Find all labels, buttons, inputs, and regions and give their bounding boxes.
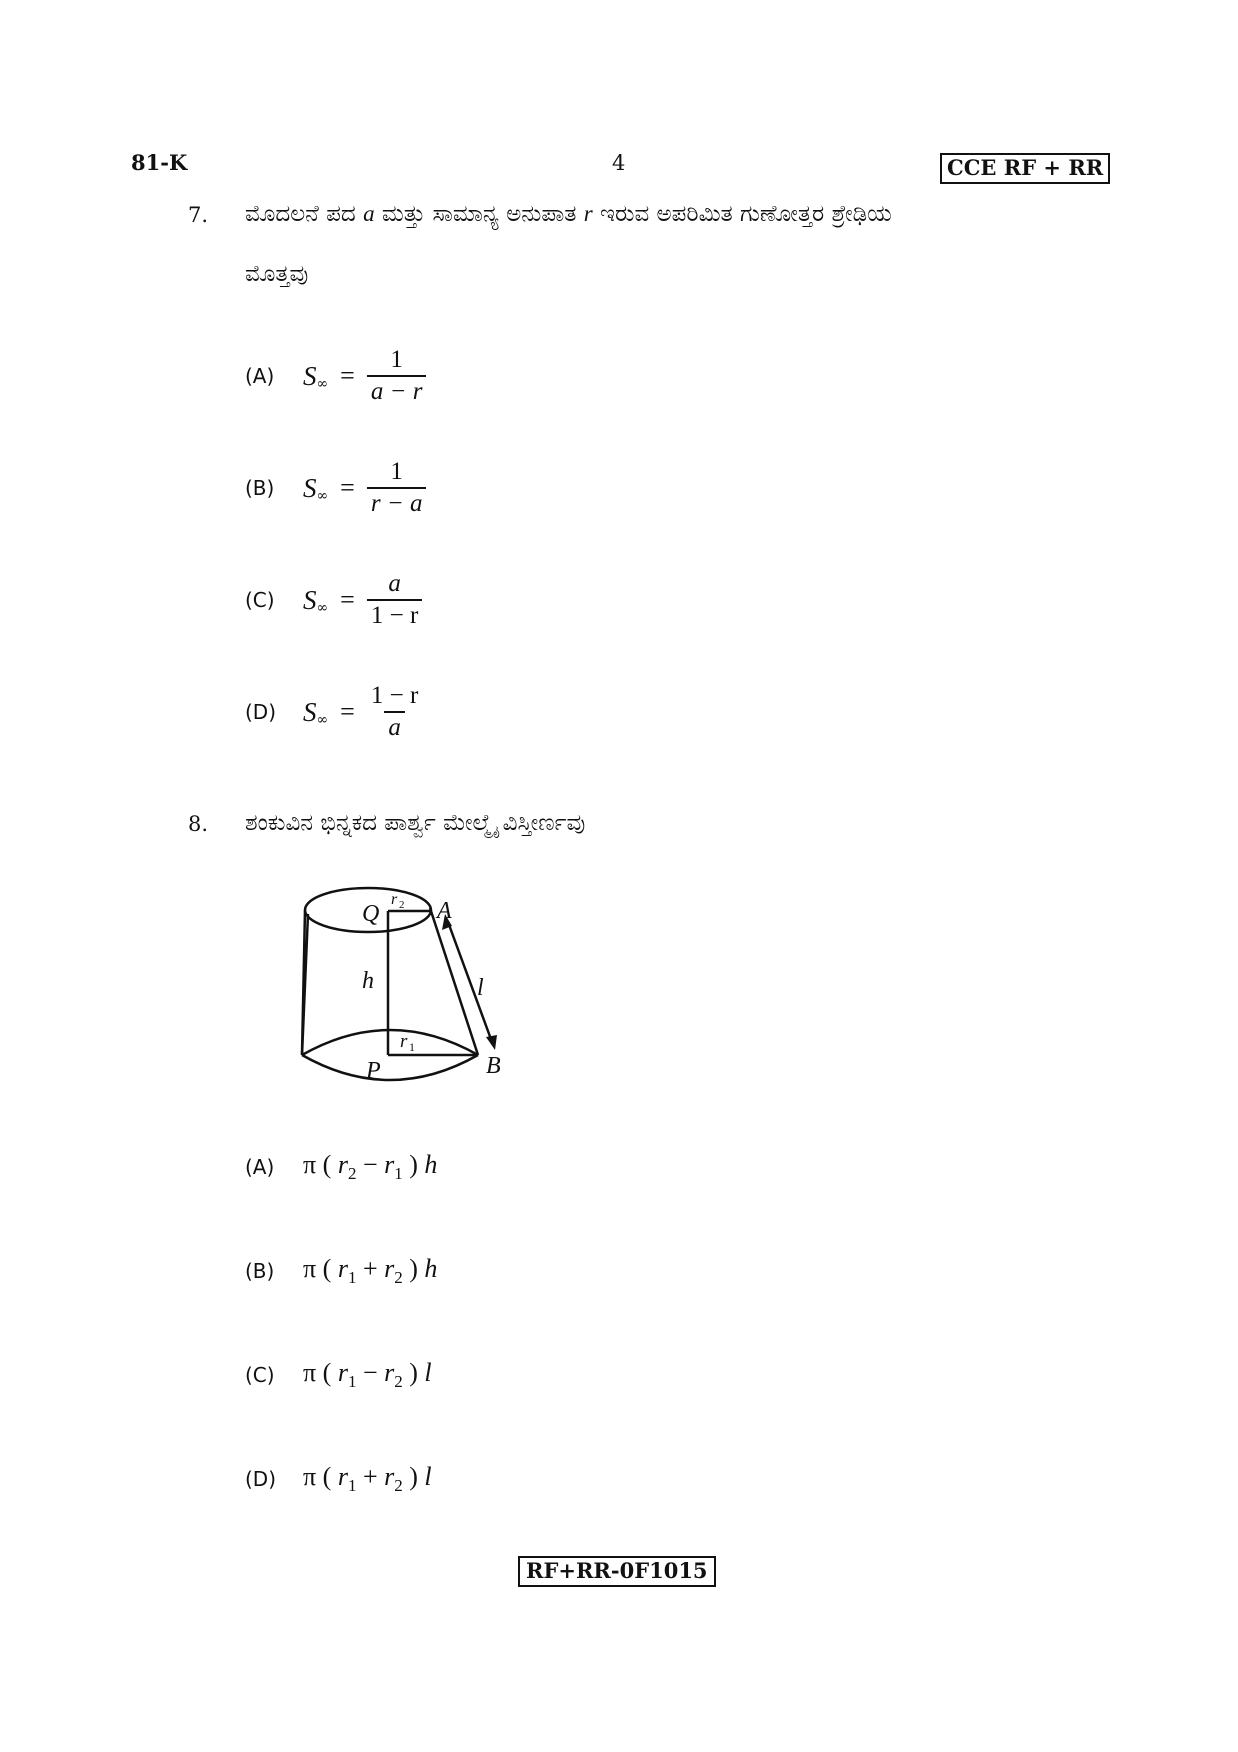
- denominator: a: [384, 711, 405, 743]
- option-label: (A): [245, 1155, 275, 1180]
- q8-number: 8.: [188, 812, 209, 836]
- open-paren: (: [322, 1150, 332, 1179]
- numerator: 1: [390, 346, 403, 373]
- fraction: [367, 681, 422, 743]
- label-r2-sub: 2: [399, 899, 405, 911]
- numerator: 1 − r: [370, 682, 419, 709]
- option-label: (A): [245, 364, 275, 388]
- term-2-sub: 2: [394, 1372, 403, 1392]
- tail-var: l: [424, 1358, 432, 1387]
- q7-number: 7.: [188, 203, 209, 227]
- sum-symbol: S: [303, 696, 317, 727]
- option-label: (D): [245, 700, 277, 724]
- fraction: [367, 457, 427, 519]
- footer-code-box: RF+RR-0F1015: [518, 1556, 716, 1587]
- q8-option-c[interactable]: [245, 1358, 432, 1392]
- term-2: r: [384, 1462, 395, 1491]
- option-label: (C): [245, 588, 275, 612]
- q7-text-line2: ಮೊತ್ತವು: [245, 261, 309, 287]
- pi: π: [303, 1358, 317, 1387]
- open-paren: (: [322, 1462, 332, 1491]
- q7-text-part-b: ಮತ್ತು ಸಾಮಾನ್ಯ ಅನುಪಾತ: [381, 201, 577, 227]
- numerator: a: [388, 570, 401, 597]
- denominator: r − a: [367, 487, 427, 519]
- equals-sign: =: [340, 697, 355, 726]
- label-Q: Q: [362, 901, 380, 927]
- operator: +: [362, 1254, 378, 1283]
- label-P: P: [366, 1058, 381, 1084]
- q8-text: ಶಂಕುವಿನ ಭಿನ್ನಕದ ಪಾರ್ಶ್ವ ಮೇಲ್ಮೈ ವಿಸ್ತೀರ್ಣವು: [245, 810, 586, 836]
- q7-option-c[interactable]: [245, 569, 422, 631]
- term-1: r: [337, 1150, 348, 1179]
- option-label: (B): [245, 476, 275, 500]
- term-1-sub: 1: [347, 1476, 357, 1496]
- numerator: 1: [390, 458, 403, 485]
- infinity-subscript: ∞: [316, 600, 329, 616]
- page-number: 4: [612, 151, 626, 175]
- operator: −: [362, 1150, 378, 1179]
- equals-sign: =: [340, 585, 355, 614]
- q8-option-b[interactable]: [245, 1254, 437, 1288]
- term-2-sub: 2: [394, 1268, 403, 1288]
- infinity-subscript: ∞: [316, 376, 329, 392]
- fraction: [367, 569, 422, 631]
- pi: π: [303, 1150, 317, 1179]
- option-label: (D): [245, 1467, 277, 1492]
- q7-var-r: r: [583, 201, 593, 226]
- fraction: [367, 345, 427, 407]
- paper-code: 81-K: [131, 150, 188, 175]
- tail-var: l: [424, 1462, 432, 1491]
- term-2: r: [384, 1254, 395, 1283]
- term-2: r: [384, 1150, 395, 1179]
- bottom-back-arc: [302, 1030, 478, 1055]
- q7-var-a: a: [363, 201, 375, 226]
- pi: π: [303, 1462, 317, 1491]
- label-A: A: [437, 898, 452, 924]
- exam-code-box: CCE RF + RR: [940, 153, 1110, 184]
- sum-symbol: S: [303, 472, 317, 503]
- sum-symbol: S: [303, 584, 317, 615]
- option-expression: [303, 1358, 432, 1392]
- denominator: 1 − r: [367, 599, 422, 631]
- close-paren: ): [409, 1358, 418, 1387]
- option-label: (C): [245, 1363, 275, 1388]
- term-1: r: [337, 1358, 348, 1387]
- option-label: (B): [245, 1259, 275, 1284]
- q7-text-part-c: ಇರುವ ಅಪರಿಮಿತ ಗುಣೋತ್ತರ ಶ್ರೇಢಿಯ: [600, 201, 892, 227]
- label-r2: r: [391, 891, 398, 908]
- denominator: a − r: [367, 375, 427, 407]
- term-1: r: [337, 1462, 348, 1491]
- infinity-subscript: ∞: [316, 488, 329, 504]
- equals-sign: =: [340, 361, 355, 390]
- close-paren: ): [409, 1150, 418, 1179]
- infinity-subscript: ∞: [316, 712, 329, 728]
- tail-var: h: [424, 1150, 438, 1179]
- term-1-sub: 1: [347, 1268, 357, 1288]
- frustum-figure: [290, 880, 540, 1095]
- q7-option-d[interactable]: [245, 681, 422, 743]
- label-B: B: [486, 1053, 501, 1079]
- close-paren: ): [409, 1462, 418, 1491]
- q7-text-part-a: ಮೊದಲನೆ ಪದ: [245, 201, 356, 227]
- label-r1-sub: 1: [409, 1040, 415, 1054]
- q7-option-b[interactable]: [245, 457, 426, 519]
- q8-option-d[interactable]: [245, 1462, 432, 1496]
- label-h: h: [362, 968, 374, 994]
- q8-option-a[interactable]: [245, 1150, 437, 1184]
- option-expression: [303, 1254, 437, 1288]
- equals-sign: =: [340, 473, 355, 502]
- term-2: r: [384, 1358, 395, 1387]
- option-expression: [303, 1462, 432, 1496]
- term-1-sub: 1: [347, 1372, 357, 1392]
- option-expression: [303, 1150, 437, 1184]
- open-paren: (: [322, 1254, 332, 1283]
- label-r1: r: [400, 1031, 408, 1052]
- term-2-sub: 1: [394, 1164, 403, 1184]
- operator: −: [362, 1358, 378, 1387]
- bottom-front-arc: [302, 1055, 478, 1080]
- operator: +: [362, 1462, 378, 1491]
- open-paren: (: [322, 1358, 332, 1387]
- q7-text-line1: [245, 197, 1115, 231]
- q7-option-a[interactable]: [245, 345, 426, 407]
- sum-symbol: S: [303, 360, 317, 391]
- arrowhead-bottom: [486, 1035, 497, 1050]
- label-l: l: [477, 975, 484, 1001]
- tail-var: h: [424, 1254, 438, 1283]
- term-2-sub: 2: [394, 1476, 403, 1496]
- close-paren: ): [409, 1254, 418, 1283]
- term-1-sub: 2: [347, 1164, 357, 1184]
- pi: π: [303, 1254, 317, 1283]
- term-1: r: [337, 1254, 348, 1283]
